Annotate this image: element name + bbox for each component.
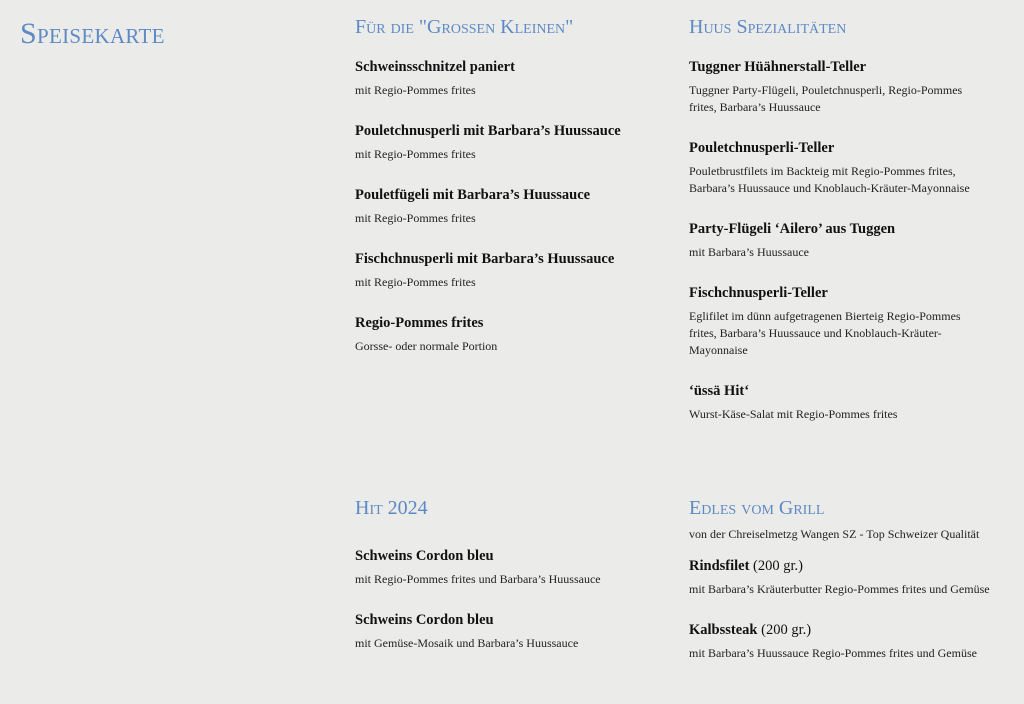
item-weight: (200 gr.) [761,622,812,638]
menu-item [355,314,675,355]
menu-item [355,122,675,163]
item-description: mit Regio-Pommes frites [355,147,476,161]
item-description: mit Barbara’s Kräuterbutter Regio-Pommes frites und Gemüse [689,582,990,596]
menu-item [689,58,989,116]
item-name: Tuggner Hüähnerstall-Teller [689,59,867,75]
section-title: Edles vom Grill [689,497,825,519]
item-name: Party-Flügeli ‘Ailero’ aus Tuggen [689,221,896,237]
item-name: Fischchnusperli-Teller [689,285,828,301]
menu-item [689,139,989,197]
item-description: mit Regio-Pommes frites [355,211,476,225]
item-description: mit Regio-Pommes frites und Barbara’s Huussauce [355,572,601,586]
item-name [689,621,999,639]
item-name-text: Kalbssteak [689,622,758,638]
menu-item [355,58,675,99]
item-name: Schweins Cordon bleu [355,612,494,628]
item-description: mit Barbara’s Huussauce [689,245,809,259]
section-title: Huus Spezialitäten [689,16,847,38]
item-weight: (200 gr.) [753,558,803,574]
item-name: Pouletchnusperli mit Barbara’s Huussauce [355,123,621,139]
item-description: mit Regio-Pommes frites [355,83,476,97]
item-description: Wurst-Käse-Salat mit Regio-Pommes frites [689,407,898,421]
item-description: Pouletbrustfilets im Backteig mit Regio-Pommes frites, Barbara’s Huussauce und Knoblauch-Kräuter-Mayonnaise [689,164,970,195]
item-description: mit Gemüse-Mosaik und Barbara’s Huussauce [355,636,579,650]
section-intro: von der Chreiselmetzg Wangen SZ - Top Schweizer Qualität [689,527,980,541]
item-description: mit Barbara’s Huussauce Regio-Pommes frites und Gemüse [689,646,977,660]
section-hit-2024 [355,497,675,675]
menu-item [355,250,675,291]
menu-item [689,621,999,662]
section-title: Hit 2024 [355,497,428,519]
menu-item [689,382,989,423]
section-grossen-kleinen [355,16,675,378]
item-name: Pouletchnusperli-Teller [689,140,835,156]
item-description: Tuggner Party-Flügeli, Pouletchnusperli, Regio-Pommes frites, Barbara’s Huussauce [689,83,963,114]
menu-item [689,284,989,359]
item-name [689,557,999,575]
item-name: Schweins Cordon bleu [355,548,494,564]
item-name: ‘üssä Hit‘ [689,383,750,399]
section-title: Für die "Grossen Kleinen" [355,16,574,38]
item-name: Pouletfügeli mit Barbara’s Huussauce [355,187,591,203]
item-description: Eglifilet im dünn aufgetragenen Bierteig Regio-Pommes frites, Barbara’s Huussauce und Knoblauch-Kräuter-Mayonnaise [689,309,961,357]
menu-item [355,611,675,652]
page-title: Speisekarte [20,17,165,50]
section-edles-vom-grill [689,497,999,685]
item-name: Regio-Pommes frites [355,315,484,331]
item-name-text: Rindsfilet [689,558,750,574]
section-huus-spezialitaeten [689,16,989,446]
menu-item [355,547,675,588]
menu-item [689,557,999,598]
item-description: mit Regio-Pommes frites [355,275,476,289]
item-description: Gorsse- oder normale Portion [355,339,498,353]
menu-item [689,220,989,261]
item-name: Schweinsschnitzel paniert [355,59,515,75]
menu-item [355,186,675,227]
item-name: Fischchnusperli mit Barbara’s Huussauce [355,251,615,267]
